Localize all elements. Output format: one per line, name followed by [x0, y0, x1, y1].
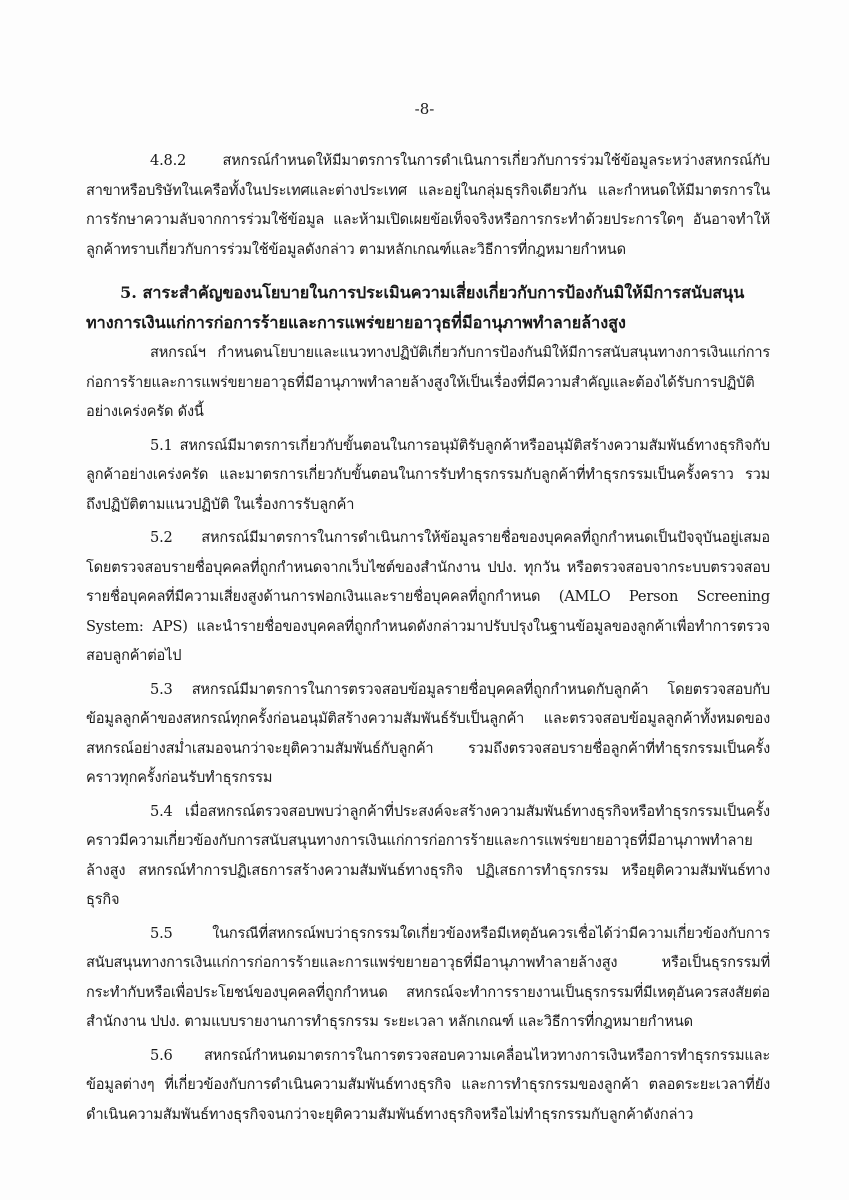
paragraph-5-1: 5.1 สหกรณ์มีมาตรการเกี่ยวกับขั้นตอนในการอนุมัติรับลูกค้าหรืออนุมัติสร้างความสัมพันธ์ทางธุรกิจกับลูกค้าอย่างเคร่งครัด และมาตรการเกี่ยวกับขั้นตอนในการรับทำธุรกรรมกับลูกค้าที่ทำธุรกรรมเป็นครั้งคราว รวมถึงปฏิบัติตามแนวปฏิบัติ ในเรื่องการรับลูกค้า [86, 436, 770, 513]
paragraph-5-6: 5.6 สหกรณ์กำหนดมาตรการในการตรวจสอบความเคลื่อนไหวทางการเงินหรือการทำธุรกรรมและข้อมูลต่างๆ ที่เกี่ยวข้องกับการดำเนินความสัมพันธ์ทางธุรกิจ และการทำธุรกรรมของลูกค้า ตลอดระยะเวลาที่ยังดำเนินความสัมพันธ์ทางธุรกิจจนกว่าจะยุติความสัมพันธ์ทางธุรกิจหรือไม่ทำธุรกรรมกับลูกค้าดังกล่าว [86, 1046, 770, 1123]
paragraph-5-5: 5.5 ในกรณีที่สหกรณ์พบว่าธุรกรรมใดเกี่ยวข้องหรือมีเหตุอันควรเชื่อได้ว่ามีความเกี่ยวข้องกับการสนับสนุนทางการเงินแก่การก่อการร้ายและการแพร่ขยายอาวุธที่มีอานุภาพทำลายล้างสูง หรือเป็นธุรกรรมที่กระทำกับหรือเพื่อประโยชน์ของบุคคลที่ถูกกำหนด สหกรณ์จะทำการรายงานเป็นธุรกรรมที่มีเหตุอันควรสงสัยต่อสำนักงาน ปปง. ตามแบบรายงานการทำธุรกรรม ระยะเวลา หลักเกณฑ์ และวิธีการที่กฎหมายกำหนด [86, 924, 770, 1030]
page-content [86, 146, 770, 1129]
section-5-heading: 5. สาระสำคัญของนโยบายในการประเมินความเสี่ยงเกี่ยวกับการป้องกันมิให้มีการสนับสนุนทางการเงินแก่การก่อการร้ายและการแพร่ขยายอาวุธที่มีอานุภาพทำลายล้างสูง [86, 283, 745, 332]
page-number: -8- [414, 100, 435, 118]
paragraph-5-3: 5.3 สหกรณ์มีมาตรการในการตรวจสอบข้อมูลรายชื่อบุคคลที่ถูกกำหนดกับลูกค้า โดยตรวจสอบกับข้อมูลลูกค้าของสหกรณ์ทุกครั้งก่อนอนุมัติสร้างความสัมพันธ์รับเป็นลูกค้า และตรวจสอบข้อมูลลูกค้าทั้งหมดของสหกรณ์อย่างสม่ำเสมอจนกว่าจะยุติความสัมพันธ์กับลูกค้า รวมถึงตรวจสอบรายชื่อลูกค้าที่ทำธุรกรรมเป็นครั้งคราวทุกครั้งก่อนรับทำธุรกรรม [86, 680, 770, 786]
section-5 [86, 278, 770, 338]
paragraph-5-4: 5.4 เมื่อสหกรณ์ตรวจสอบพบว่าลูกค้าที่ประสงค์จะสร้างความสัมพันธ์ทางธุรกิจหรือทำธุรกรรมเป็นครั้งคราวมีความเกี่ยวข้องกับการสนับสนุนทางการเงินแก่การก่อการร้ายและการแพร่ขยายอาวุธที่มีอานุภาพทำลายล้างสูง สหกรณ์ทำการปฏิเสธการสร้างความสัมพันธ์ทางธุรกิจ ปฏิเสธการทำธุรกรรม หรือยุติความสัมพันธ์ทางธุรกิจ [86, 802, 770, 908]
paragraph-5-2: 5.2 สหกรณ์มีมาตรการในการดำเนินการให้ข้อมูลรายชื่อของบุคคลที่ถูกกำหนดเป็นปัจจุบันอยู่เสมอ โดยตรวจสอบรายชื่อบุคคลที่ถูกกำหนดจากเว็บไซต์ของสำนักงาน ปปง. ทุกวัน หรือตรวจสอบจากระบบตรวจสอบรายชื่อบุคคลที่มีความเสี่ยงสูงด้านการฟอกเงินและรายชื่อบุคคลที่ถูกกำหนด (AMLO Person Screening System: APS) และนำรายชื่อของบุคคลที่ถูกกำหนดดังกล่าวมาปรับปรุงในฐานข้อมูลของลูกค้าเพื่อทำการตรวจสอบลูกค้าต่อไป [86, 529, 770, 664]
paragraph-4-8-2: 4.8.2 สหกรณ์กำหนดให้มีมาตรการในการดำเนินการเกี่ยวกับการร่วมใช้ข้อมูลระหว่างสหกรณ์กับสาขาหรือบริษัทในเครือทั้งในประเทศและต่างประเทศ และอยู่ในกลุ่มธุรกิจเดียวกัน และกำหนดให้มีมาตรการในการรักษาความลับจากการร่วมใช้ข้อมูล และห้ามเปิดเผยข้อเท็จจริงหรือการกระทำด้วยประการใดๆ อันอาจทำให้ลูกค้าทราบเกี่ยวกับการร่วมใช้ข้อมูลดังกล่าว ตามหลักเกณฑ์และวิธีการที่กฎหมายกำหนด [86, 152, 770, 258]
section-5-intro: สหกรณ์ฯ กำหนดนโยบายและแนวทางปฏิบัติเกี่ยวกับการป้องกันมิให้มีการสนับสนุนทางการเงินแก่การก่อการร้ายและการแพร่ขยายอาวุธที่มีอานุภาพทำลายล้างสูงให้เป็นเรื่องที่มีความสำคัญและต้องได้รับการปฏิบัติอย่างเคร่งครัด ดังนี้ [86, 344, 770, 420]
